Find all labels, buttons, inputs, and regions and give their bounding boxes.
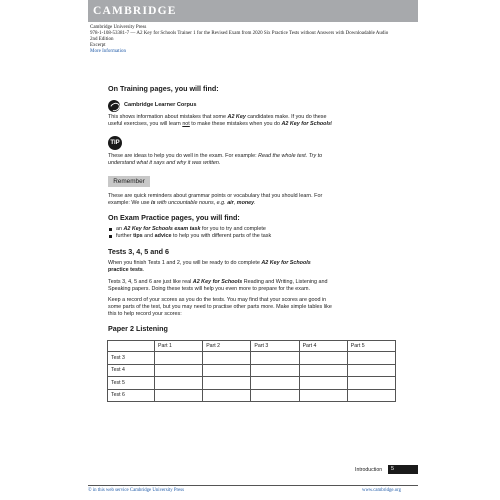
score-cell <box>203 389 251 402</box>
table-header-cell: Part 5 <box>347 341 395 352</box>
tests-paragraph-1-line-2: practice tests. <box>108 267 145 273</box>
cambridge-logo: CAMBRIDGE <box>93 5 177 17</box>
corpus-label: Cambridge Learner Corpus <box>124 102 197 108</box>
score-cell <box>251 364 299 377</box>
row-label: Test 5 <box>108 377 155 390</box>
score-cell <box>251 352 299 365</box>
corpus-description-line-2: useful exercises, you will learn not to make these mistakes when you do A2 Key for Schools! <box>108 121 333 127</box>
paper-heading: Paper 2 Listening <box>108 324 168 333</box>
page-number: 5 <box>388 465 418 474</box>
score-cell <box>299 389 347 402</box>
remember-description-line-1: These are quick reminders about grammar points or vocabulary that you should learn. For <box>108 193 323 199</box>
score-cell <box>347 364 395 377</box>
score-cell <box>155 377 203 390</box>
section-name: Introduction <box>355 467 383 473</box>
tests-paragraph-2-line-1: Tests 3, 4, 5 and 6 are just like real A2 Key for Schools Reading and Writing, Listening and <box>108 279 328 285</box>
score-cell <box>155 389 203 402</box>
table-header-cell: Part 1 <box>155 341 203 352</box>
tests-paragraph-1-line-1: When you finish Tests 1 and 2, you will be ready to do complete A2 Key for Schools <box>108 260 311 266</box>
table-header-row <box>108 341 396 352</box>
training-heading: On Training pages, you will find: <box>108 84 219 93</box>
row-label: Test 4 <box>108 364 155 377</box>
table-header-cell: Part 3 <box>251 341 299 352</box>
book-title: 978-1-108-53381-7 — A2 Key for Schools Trainer 1 for the Revised Exam from 2020 Six Practice Tests without Answers with Downloadable Audio <box>90 31 389 37</box>
score-cell <box>203 352 251 365</box>
score-cell <box>155 352 203 365</box>
tip-icon: TIP <box>108 136 122 150</box>
score-cell <box>251 377 299 390</box>
publication-info <box>90 25 420 55</box>
score-cell <box>299 377 347 390</box>
score-cell <box>347 352 395 365</box>
remember-box: Remember <box>108 176 150 187</box>
copyright-link[interactable]: © in this web service Cambridge University Press <box>88 488 184 493</box>
score-cell <box>347 377 395 390</box>
excerpt-label: Excerpt <box>90 43 106 49</box>
tests-paragraph-3-line-1: Keep a record of your scores as you do the tests. You may find that your scores are good in <box>108 297 327 303</box>
score-cell <box>251 389 299 402</box>
tests-heading: Tests 3, 4, 5 and 6 <box>108 247 169 256</box>
score-cell <box>155 364 203 377</box>
tip-description-line-1: These are ideas to help you do well in the exam. For example: Read the whole text. Try to <box>108 153 323 159</box>
table-row <box>108 364 396 377</box>
table-row <box>108 377 396 390</box>
corpus-description-line-1: This shows information about mistakes that some A2 Key candidates make. If you do these <box>108 114 327 120</box>
score-cell <box>203 377 251 390</box>
publisher-banner <box>88 0 418 22</box>
score-cell <box>203 364 251 377</box>
table-header-cell <box>108 341 155 352</box>
table-header-cell: Part 4 <box>299 341 347 352</box>
score-table <box>107 340 396 402</box>
list-item: further tips and advice to help you with different parts of the task <box>108 233 398 240</box>
table-row <box>108 389 396 402</box>
exam-practice-heading: On Exam Practice pages, you will find: <box>108 213 240 222</box>
score-cell <box>347 389 395 402</box>
more-information-link[interactable]: More Information <box>90 49 126 55</box>
tests-paragraph-3-line-2: some parts of the test, but you may need to practise other parts more. Make simple tables like <box>108 304 332 310</box>
tip-description-line-2: understand what it says and why it was written. <box>108 160 221 166</box>
list-item: an A2 Key for Schools exam task for you to try and complete <box>108 226 398 233</box>
publisher-name: Cambridge University Press <box>90 25 147 30</box>
remember-description-line-2: example: We use is with uncountable nouns, e.g. air, money. <box>108 200 256 206</box>
cambridge-url-link[interactable]: www.cambridge.org <box>362 488 402 493</box>
footer-divider <box>88 485 418 486</box>
tests-paragraph-2-line-2: Speaking papers. Doing these tests will help you even more to prepare for the exam. <box>108 286 310 292</box>
score-cell <box>299 352 347 365</box>
table-header-cell: Part 2 <box>203 341 251 352</box>
edition: 2nd Edition <box>90 37 114 43</box>
score-cell <box>299 364 347 377</box>
exam-practice-list <box>108 226 398 241</box>
tests-paragraph-3-line-3: this to help record your scores: <box>108 311 182 317</box>
row-label: Test 6 <box>108 389 155 402</box>
row-label: Test 3 <box>108 352 155 365</box>
table-row <box>108 352 396 365</box>
corpus-logo-icon <box>108 100 120 112</box>
